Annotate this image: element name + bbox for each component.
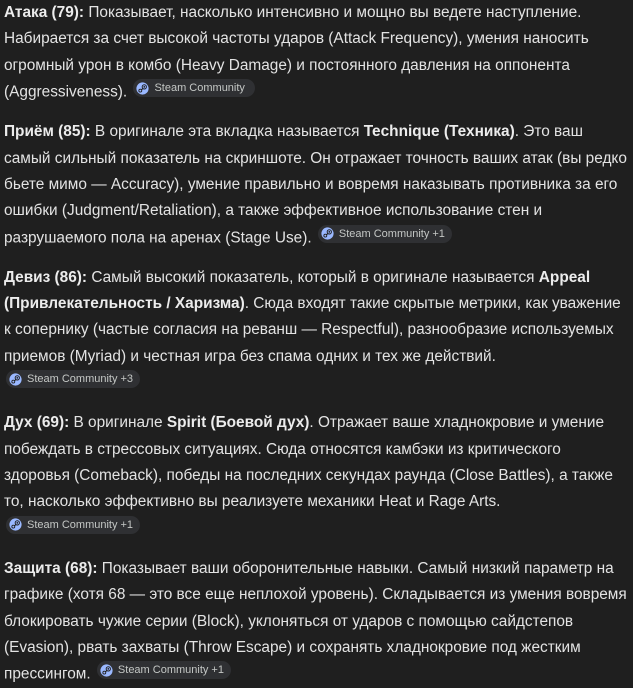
chip-count: +1 — [211, 664, 224, 677]
steam-icon — [100, 664, 113, 677]
paragraph-text: Показывает ваши оборонительные навыки. Самый низкий параметр на графике (хотя 68 — это все еще неплохой уровень). Складывается из умения вовремя блокировать чужие серии (Block), уклоняться от ударов с помощью сайдстепов (Evasion), рвать захваты (Throw Escape) и сохранять хладнокровие под жестким прессингом. — [4, 559, 627, 683]
paragraph-text-2: . Отражает ваше хладнокровие и умение побеждать в стрессовых ситуациях. Сюда относятся камбэки из критического здоровья (Comeback), победы на последних секундах раунда (Close Battles), а также то, насколько эффективно вы реализуете механики Heat и Rage Arts. — [4, 414, 613, 511]
paragraph-text: Самый высокий показатель, который в оригинале называется — [87, 268, 539, 286]
paragraph-text: В оригинале — [69, 414, 167, 432]
paragraph-term: Appeal (Привлекательность / Харизма) — [4, 268, 591, 313]
paragraph-lead: Дух (69): — [4, 414, 70, 432]
source-chip-steam-community[interactable] — [6, 370, 140, 388]
paragraph-spirit — [4, 410, 629, 543]
chip-label: Steam Community — [27, 373, 118, 386]
paragraph-technique — [4, 119, 629, 252]
paragraph-text: Показывает, насколько интенсивно и мощно вы ведете наступление. Набирается за счет высокой частоты ударов (Attack Frequency), умения наносить огромный урон в комбо (Heavy Damage) и постоянного давления на оппонента (Aggressiveness). — [4, 4, 589, 101]
paragraph-term: Spirit (Боевой дух) — [166, 414, 310, 432]
paragraph-text: В оригинале эта вкладка называется — [90, 123, 364, 141]
chip-label: Steam Community — [117, 664, 209, 677]
paragraph-defense — [4, 556, 629, 688]
paragraph-lead: Девиз (86): — [4, 268, 88, 286]
paragraph-attack — [4, 0, 629, 106]
steam-icon — [136, 82, 149, 95]
chip-label: Steam Community — [338, 227, 430, 240]
paragraph-text-2: . Сюда входят такие скрытые метрики, как уважение к сопернику (частые согласия на реванш — Respectful), разнообразие используемых приемов (Myriad) и честная игра без спама одних и тех же действий. — [4, 295, 621, 365]
source-chip-steam-community[interactable] — [133, 79, 254, 97]
paragraph-text-2: . Это ваш самый сильный показатель на скриншоте. Он отражает точность ваших атак (вы редко бьете мимо — Accuracy), умение правильно и вовремя наказывать противника за его ошибки (Judgment/Retaliation), а также эффективное использование стен и разрушаемого пола на аренах (Stage Use). — [4, 123, 627, 247]
source-chip-steam-community[interactable] — [97, 661, 231, 679]
paragraph-lead: Защита (68): — [4, 559, 98, 577]
chip-label: Steam Community — [154, 82, 245, 95]
chip-label: Steam Community — [27, 518, 118, 531]
steam-icon — [321, 227, 334, 240]
steam-icon — [9, 518, 22, 531]
paragraph-appeal — [4, 265, 629, 398]
paragraph-lead: Атака (79): — [4, 4, 85, 21]
source-chip-steam-community[interactable] — [6, 516, 140, 534]
steam-icon — [9, 373, 22, 386]
chip-count: +1 — [120, 518, 134, 531]
paragraph-term: Technique (Техника) — [363, 123, 515, 141]
chip-count: +1 — [432, 227, 445, 240]
paragraph-lead: Приём (85): — [4, 123, 91, 141]
chip-count: +3 — [120, 373, 134, 386]
source-chip-steam-community[interactable] — [318, 225, 452, 243]
